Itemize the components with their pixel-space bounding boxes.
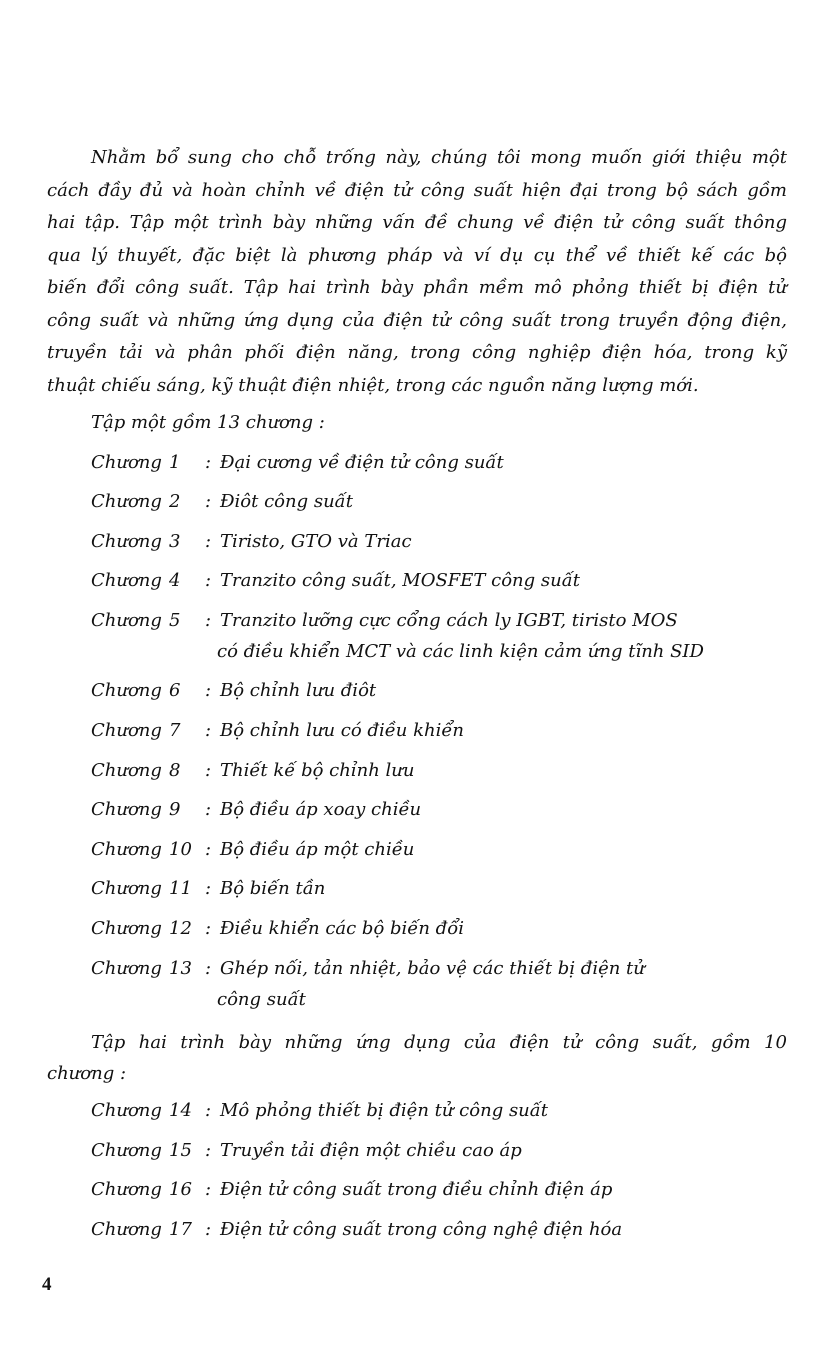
chapter-item	[91, 839, 414, 860]
chapter-label: Chương	[91, 720, 162, 741]
chapter-title: Điôt công suất	[220, 491, 353, 512]
chapter-title: Bộ điều áp xoay chiều	[220, 799, 422, 820]
volume1-intro: Tập một gồm 13 chương :	[91, 412, 325, 433]
chapter-item	[91, 799, 421, 820]
paragraph-line: qua lý thuyết, đặc biệt là phương pháp và ví dụ cụ thể về thiết kế các bộ	[47, 244, 787, 266]
volume2-paragraph	[47, 1027, 787, 1089]
chapter-number: 10	[169, 839, 192, 860]
intro-paragraph	[47, 142, 787, 402]
colon: :	[205, 839, 212, 860]
colon: :	[205, 1219, 212, 1240]
chapter-item	[91, 452, 504, 473]
chapter-number: 8	[169, 760, 181, 781]
paragraph-line: Tập hai trình bày những ứng dụng của điện tử công suất, gồm 10	[91, 1032, 787, 1053]
chapter-number: 13	[169, 958, 192, 979]
chapter-title: Bộ chỉnh lưu có điều khiển	[220, 720, 465, 741]
paragraph-line: chương :	[47, 1063, 127, 1084]
chapter-title: Ghép nối, tản nhiệt, bảo vệ các thiết bị điện tử	[220, 958, 645, 979]
chapter-number: 6	[169, 680, 181, 701]
colon: :	[205, 452, 212, 473]
paragraph-line: cách đầy đủ và hoàn chỉnh về điện tử công suất hiện đại trong bộ sách gồm	[47, 179, 787, 201]
chapter-title: Điều khiển các bộ biến đổi	[220, 918, 464, 939]
chapter-title: Mô phỏng thiết bị điện tử công suất	[220, 1100, 549, 1121]
chapter-title: Bộ biến tần	[220, 878, 326, 899]
chapter-item	[91, 878, 325, 899]
chapter-number: 9	[169, 799, 181, 820]
chapter-title: Điện tử công suất trong điều chỉnh điện áp	[220, 1179, 613, 1200]
colon: :	[205, 680, 212, 701]
chapter-title: Bộ chỉnh lưu điôt	[220, 680, 377, 701]
chapter-item	[91, 531, 412, 552]
paragraph-line: Nhằm bổ sung cho chỗ trống này, chúng tôi mong muốn giới thiệu một	[91, 147, 787, 168]
colon: :	[205, 570, 212, 591]
chapter-item	[91, 680, 376, 701]
colon: :	[205, 720, 212, 741]
colon: :	[205, 610, 212, 631]
colon: :	[205, 918, 212, 939]
chapter-label: Chương	[91, 491, 162, 512]
chapter-label: Chương	[91, 878, 162, 899]
colon: :	[205, 760, 212, 781]
chapter-title-continued: công suất	[217, 989, 306, 1010]
chapter-label: Chương	[91, 1140, 162, 1161]
chapter-label: Chương	[91, 918, 162, 939]
colon: :	[205, 491, 212, 512]
colon: :	[205, 958, 212, 979]
chapter-number: 17	[169, 1219, 192, 1240]
paragraph-line: công suất và những ứng dụng của điện tử công suất trong truyền động điện,	[47, 309, 787, 331]
chapter-label: Chương	[91, 531, 162, 552]
chapter-number: 15	[169, 1140, 192, 1161]
chapter-label: Chương	[91, 1100, 162, 1121]
colon: :	[205, 1140, 212, 1161]
colon: :	[205, 799, 212, 820]
chapter-number: 1	[169, 452, 181, 473]
chapter-label: Chương	[91, 1219, 162, 1240]
chapter-label: Chương	[91, 760, 162, 781]
paragraph-line: thuật chiếu sáng, kỹ thuật điện nhiệt, trong các nguồn năng lượng mới.	[47, 374, 699, 396]
chapter-label: Chương	[91, 680, 162, 701]
chapter-title: Truyền tải điện một chiều cao áp	[220, 1140, 522, 1161]
chapter-number: 16	[169, 1179, 192, 1200]
chapter-number: 7	[169, 720, 181, 741]
chapter-label: Chương	[91, 839, 162, 860]
chapter-title: Tranzito lưỡng cực cổng cách ly IGBT, tiristo MOS	[220, 610, 678, 631]
chapter-number: 5	[169, 610, 181, 631]
chapter-title: Đại cương về điện tử công suất	[220, 452, 504, 473]
colon: :	[205, 1100, 212, 1121]
chapter-title: Thiết kế bộ chỉnh lưu	[220, 760, 415, 781]
paragraph-line: hai tập. Tập một trình bày những vấn đề chung về điện tử công suất thông	[47, 212, 787, 233]
colon: :	[205, 878, 212, 899]
chapter-item	[91, 1140, 522, 1161]
chapter-number: 14	[169, 1100, 192, 1121]
chapter-item	[91, 958, 645, 1010]
chapter-label: Chương	[91, 799, 162, 820]
chapter-title: Bộ điều áp một chiều	[220, 839, 415, 860]
chapter-item	[91, 610, 704, 662]
chapter-item	[91, 570, 580, 591]
chapter-number: 2	[169, 491, 181, 512]
chapter-title-continued: có điều khiển MCT và các linh kiện cảm ứng tĩnh SID	[217, 641, 704, 662]
chapter-item	[91, 918, 464, 939]
paragraph-line: biến đổi công suất. Tập hai trình bày phần mềm mô phỏng thiết bị điện tử	[47, 277, 787, 298]
colon: :	[205, 531, 212, 552]
chapter-item	[91, 760, 414, 781]
chapter-title: Tranzito công suất, MOSFET công suất	[220, 570, 580, 591]
chapter-label: Chương	[91, 1179, 162, 1200]
chapter-label: Chương	[91, 570, 162, 591]
colon: :	[205, 1179, 212, 1200]
chapter-number: 11	[169, 878, 192, 899]
chapter-label: Chương	[91, 958, 162, 979]
chapter-item	[91, 491, 353, 512]
paragraph-line: truyền tải và phân phối điện năng, trong công nghiệp điện hóa, trong kỹ	[47, 342, 787, 363]
chapter-item	[91, 720, 464, 741]
chapter-number: 4	[169, 570, 181, 591]
chapter-number: 12	[169, 918, 192, 939]
chapter-item	[91, 1179, 612, 1200]
chapter-number: 3	[169, 531, 181, 552]
page-number: 4	[42, 1274, 52, 1295]
chapter-item	[91, 1219, 622, 1240]
chapter-item	[91, 1100, 548, 1121]
chapter-title: Tiristo, GTO và Triac	[220, 531, 412, 552]
chapter-title: Điện tử công suất trong công nghệ điện hóa	[220, 1219, 623, 1240]
chapter-label: Chương	[91, 452, 162, 473]
chapter-label: Chương	[91, 610, 162, 631]
